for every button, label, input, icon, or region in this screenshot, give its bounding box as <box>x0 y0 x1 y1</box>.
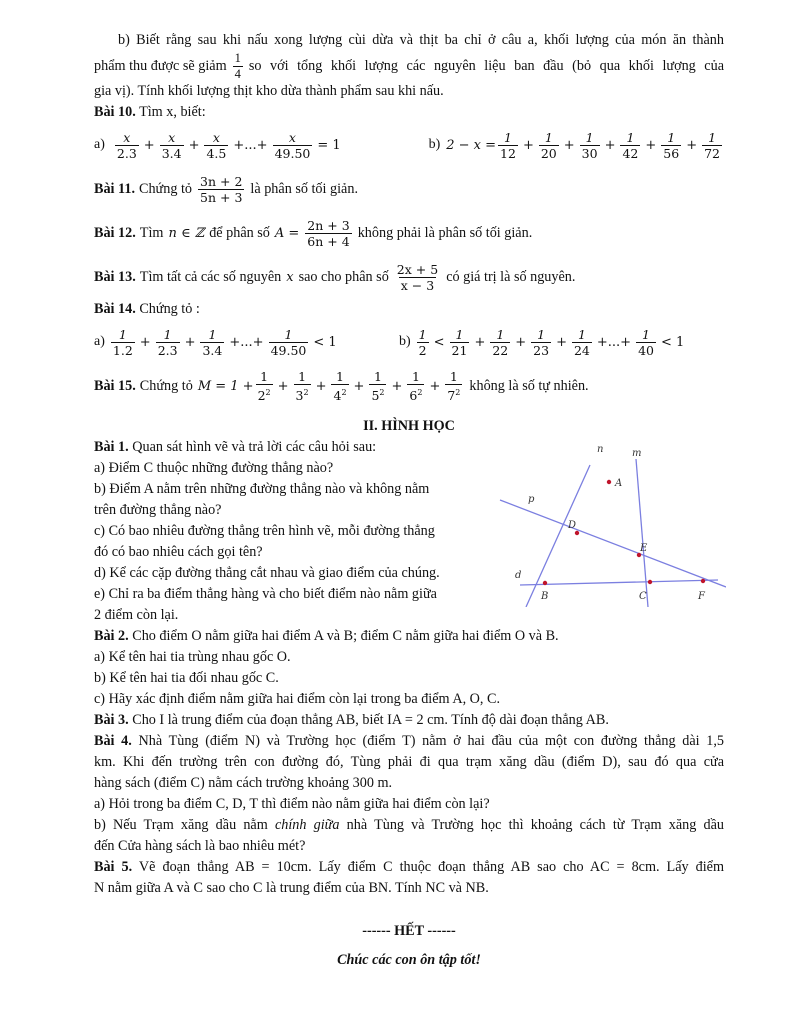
operator: + <box>429 378 441 394</box>
exponent: 2 <box>379 387 385 397</box>
operator: + <box>188 137 200 153</box>
fraction-denominator: 4.5 <box>206 145 227 161</box>
operator: + <box>315 378 327 394</box>
bai11-label: Bài 11. <box>94 180 135 197</box>
bai2-label: Bài 2. <box>94 628 129 644</box>
fraction-denominator: $2^2$ <box>256 384 273 403</box>
bai11-fraction <box>198 174 244 205</box>
fraction <box>580 130 600 161</box>
closing-wish: Chúc các con ôn tập tốt! <box>337 952 481 968</box>
fraction <box>445 369 462 403</box>
bai1-text: Quan sát hình vẽ và trả lời các câu hỏi sau: <box>132 439 377 455</box>
bai3-label: Bài 3. <box>94 712 129 728</box>
operator: + <box>184 334 196 350</box>
bai2-text: Cho điểm O nằm giữa hai điểm A và B; điểm C nằm giữa hai điểm O và B. <box>132 628 559 644</box>
fraction-numerator: 1 <box>260 368 269 384</box>
label-E: E <box>640 543 648 554</box>
fraction <box>160 130 184 161</box>
problem-b-line-1: b) Biết rằng sau khi nấu xong lượng cùi dừa và thịt ba chỉ ở câu a, khối lượng của món ăn thành <box>118 32 724 48</box>
bai12-set: n ∈ ℤ <box>168 225 205 241</box>
fraction-numerator: 1 <box>577 326 586 342</box>
fraction-one-quarter <box>233 51 243 82</box>
fraction-denominator: 49.50 <box>274 145 311 161</box>
bai14-a-label: a) <box>94 334 105 349</box>
fraction-denominator: 24 <box>573 342 590 358</box>
operator: + <box>645 137 657 153</box>
bai3 <box>94 710 724 731</box>
fraction <box>498 130 518 161</box>
fraction-numerator: 1 <box>544 129 553 145</box>
fraction-numerator: 1 <box>455 326 464 342</box>
fraction-denominator: 2.3 <box>116 145 137 161</box>
fraction-numerator: x <box>288 129 296 145</box>
bai10-b-lhs: 2 − x = <box>446 137 497 153</box>
bai2-item: a) Kể tên hai tia trùng nhau gốc O. <box>94 649 291 665</box>
fraction <box>156 327 180 358</box>
fraction <box>407 369 424 403</box>
point-B <box>543 581 547 585</box>
fraction <box>256 369 273 403</box>
fraction <box>111 327 135 358</box>
bai5-text: Vẽ đoạn thẳng AB = 10cm. Lấy điểm C thuộc đoạn thẳng AB sao cho AC = 8cm. Lấy điểm <box>138 859 724 875</box>
operator: + <box>277 378 289 394</box>
bai14-text: Chứng tỏ : <box>139 301 200 317</box>
fraction-numerator: 1 <box>626 129 635 145</box>
bai10-b-terms <box>496 130 724 161</box>
label-m: m <box>632 448 642 459</box>
line-n <box>526 465 590 607</box>
operator: < 1 <box>660 334 685 350</box>
fraction-denominator: 56 <box>663 145 680 161</box>
operator: < 1 <box>313 334 337 350</box>
fraction-denominator: $5^2$ <box>369 384 386 403</box>
fraction <box>661 130 681 161</box>
bai5-label: Bài 5. <box>94 859 133 875</box>
bai1-item: a) Điểm C thuộc những đường thẳng nào? <box>94 460 334 476</box>
fraction-numerator: 1 <box>667 129 676 145</box>
bai3-text: Cho I là trung điểm của đoạn thẳng AB, biết IA = 2 cm. Tính độ dài đoạn thẳng AB. <box>132 712 609 728</box>
bai10-text: Tìm x, biết: <box>139 104 206 120</box>
problem-b-text-2: so với tổng khối lượng các nguyên liệu ban đầu (bỏ qua khối lượng của <box>248 57 724 74</box>
fraction-numerator: 1 <box>537 326 546 342</box>
operator: +...+ <box>233 137 268 153</box>
section-title-geometry: II. HÌNH HỌC <box>363 418 455 434</box>
bai13-label: Bài 13. <box>94 268 136 285</box>
bai15-label: Bài 15. <box>94 377 136 394</box>
operator: +...+ <box>229 334 264 350</box>
label-F: F <box>698 591 705 602</box>
bai4-b-emphasis: chính giữa <box>274 817 340 833</box>
operator: + <box>391 378 403 394</box>
fraction <box>539 130 559 161</box>
bai2-item: c) Hãy xác định điểm nằm giữa hai điểm còn lại trong ba điểm A, O, C. <box>94 691 501 707</box>
exponent: 2 <box>455 387 461 397</box>
fraction-numerator: 3n + 2 <box>200 173 243 189</box>
bai15-text-2: không là số tự nhiên. <box>469 377 589 394</box>
bai10-label: Bài 10. <box>94 104 136 120</box>
fraction-denominator: 12 <box>500 145 516 161</box>
fraction-numerator: 2x + 5 <box>396 261 439 277</box>
bai14-a-inequality <box>94 327 399 358</box>
label-B: B <box>541 591 549 602</box>
fraction <box>294 369 311 403</box>
fraction-denominator: 2 <box>418 342 427 358</box>
fraction-numerator: 1 <box>234 50 241 65</box>
exponent: 2 <box>265 387 271 397</box>
exponent: 2 <box>341 387 347 397</box>
operator: +...+ <box>596 334 632 350</box>
bai5-line-1 <box>94 857 724 878</box>
fraction <box>702 130 722 161</box>
exponent: 2 <box>417 387 423 397</box>
figure-lines <box>500 459 726 607</box>
bai12-text-2: để phân số <box>209 224 270 241</box>
bai12 <box>94 211 724 255</box>
geometry-bai1 <box>94 437 724 626</box>
operator: = 1 <box>317 137 341 153</box>
fraction-denominator: 49.50 <box>270 342 307 358</box>
bai14-a-terms <box>109 327 340 358</box>
fraction-numerator: 1 <box>496 326 505 342</box>
fraction-numerator: 1 <box>585 129 594 145</box>
bai5-line-2: N nằm giữa A và C sao cho C là trung điểm của BN. Tính NC và NB. <box>94 880 489 896</box>
fraction <box>331 369 348 403</box>
operator: < <box>433 334 445 350</box>
fraction-denominator: 2.3 <box>157 342 178 358</box>
bai12-label: Bài 12. <box>94 224 136 241</box>
fraction-denominator: 5n + 3 <box>200 189 243 205</box>
fraction-numerator: x <box>212 129 220 145</box>
fraction-denominator: $3^2$ <box>294 384 311 403</box>
bai10-a-equation <box>94 130 429 161</box>
fraction <box>450 327 470 358</box>
bai1-item: b) Điểm A nằm trên những đường thẳng nào và không nằm <box>94 481 430 497</box>
bai15 <box>94 364 724 408</box>
bai4-b-text-2: nhà Tùng và Trường học thì khoảng cách từ Trạm xăng dầu <box>346 817 724 833</box>
line-p <box>500 500 726 587</box>
bai1-heading <box>94 437 474 458</box>
bai15-text: Chứng tỏ <box>139 377 193 394</box>
fraction-denominator: 23 <box>533 342 550 358</box>
fraction <box>620 130 640 161</box>
bai13-text-3: có giá trị là số nguyên. <box>446 268 576 285</box>
bai10-a-label: a) <box>94 137 105 152</box>
fraction-numerator: 1 <box>449 368 458 384</box>
bai15-expression <box>198 369 465 403</box>
fraction-denominator: 4 <box>234 66 241 81</box>
bai13-var: x <box>286 269 294 285</box>
bai11-text-2: là phân số tối giản. <box>250 180 358 197</box>
bai4-item-a: a) Hỏi trong ba điểm C, D, T thì điểm nào nằm giữa hai điểm còn lại? <box>94 796 490 812</box>
bai12-text-3: không phải là phân số tối giản. <box>357 224 533 241</box>
bai1-item: 2 điểm còn lại. <box>94 607 179 623</box>
fraction-denominator: 21 <box>451 342 468 358</box>
fraction <box>115 130 139 161</box>
bai2-heading <box>94 626 724 647</box>
problem-b-line-2 <box>94 51 724 81</box>
label-n: n <box>597 444 604 455</box>
bai10-heading <box>94 102 724 123</box>
operator: + <box>139 334 151 350</box>
fraction-denominator: 3.4 <box>161 145 182 161</box>
bai10-a-terms <box>113 130 344 161</box>
bai11 <box>94 167 724 211</box>
operator: + <box>604 137 616 153</box>
fraction-numerator: 1 <box>708 129 717 145</box>
fraction <box>204 130 228 161</box>
end-marker: ------ HẾT ------ <box>362 923 456 939</box>
fraction <box>636 327 656 358</box>
bai10-b-label: b) <box>428 137 441 152</box>
bai2-item: b) Kể tên hai tia đối nhau gốc C. <box>94 670 279 686</box>
fraction-numerator: 1 <box>504 129 512 145</box>
exponent: 2 <box>303 387 309 397</box>
bai10-b-equation <box>429 130 724 161</box>
fraction-numerator: 1 <box>418 326 427 342</box>
fraction-numerator: 2n + 3 <box>307 217 350 233</box>
problem-b-text: phẩm thu được sẽ giảm <box>94 57 227 74</box>
fraction <box>572 327 592 358</box>
bai14-b-inequality <box>399 327 687 358</box>
fraction <box>200 327 224 358</box>
line-d <box>520 580 718 585</box>
fraction-denominator: 22 <box>492 342 509 358</box>
fraction-numerator: 1 <box>118 326 127 342</box>
bai14-b-terms <box>415 327 688 358</box>
bai13 <box>94 255 724 299</box>
fraction-denominator: $6^2$ <box>407 384 424 403</box>
fraction-numerator: 1 <box>642 326 650 342</box>
label-D: D <box>568 520 577 531</box>
fraction <box>269 327 309 358</box>
operator: + <box>686 137 698 153</box>
bai12-fraction <box>305 218 351 249</box>
operator: + <box>143 137 155 153</box>
operator: + <box>522 137 534 153</box>
bai4-item-b <box>94 815 724 836</box>
bai13-fraction <box>395 262 440 293</box>
bai12-text: Tìm <box>139 224 164 241</box>
fraction-denominator: 30 <box>581 145 598 161</box>
bai4-label: Bài 4. <box>94 733 132 749</box>
fraction-denominator: $7^2$ <box>445 384 462 403</box>
operator: + <box>556 334 567 350</box>
bai4-text: Nhà Tùng (điểm N) và Trường học (điểm T) nằm ở hai đầu của một con đường thẳng dài 1,5 <box>138 733 725 749</box>
label-A: A <box>615 478 623 489</box>
bai4-b-text: b) Nếu Trạm xăng dầu nằm <box>94 817 268 833</box>
bai4-line-3: hàng sách (điểm C) nằm cách trường khoảng 300 m. <box>94 775 393 791</box>
point-F <box>701 579 705 583</box>
bai1-label: Bài 1. <box>94 439 129 455</box>
bai14-b-label: b) <box>399 334 411 349</box>
fraction-denominator: x − 3 <box>400 277 435 293</box>
bai1-item: d) Kể các cặp đường thẳng cắt nhau và giao điểm của chúng. <box>94 565 440 581</box>
bai1-item: trên đường thẳng nào? <box>94 502 222 518</box>
fraction <box>369 369 386 403</box>
point-C <box>648 580 652 584</box>
bai4-line-2: km. Khi đến trường trên con đường đó, Tùng phải đi qua trạm xăng dầu (điểm D), sau đó qua cửa <box>94 754 724 770</box>
geometry-figure <box>498 437 726 607</box>
bai10-equations <box>94 123 724 167</box>
bai11-text: Chứng tỏ <box>139 180 193 197</box>
bai12-lhs: A = <box>274 225 300 241</box>
bai4-item-b-cont: đến Cửa hàng sách là bao nhiêu mét? <box>94 838 306 854</box>
point-D <box>575 531 579 535</box>
label-C: C <box>639 591 647 602</box>
problem-b-line-3: gia vị). Tính khối lượng thịt kho dừa thành phẩm sau khi nấu. <box>94 83 444 99</box>
fraction-numerator: 1 <box>298 368 307 384</box>
fraction <box>417 327 429 358</box>
bai4-line-1 <box>94 731 724 752</box>
fraction-denominator: 72 <box>704 145 720 161</box>
fraction-denominator: $4^2$ <box>331 384 348 403</box>
label-d: d <box>515 570 522 581</box>
fraction-denominator: 20 <box>540 145 557 161</box>
fraction-numerator: x <box>123 129 131 145</box>
bai1-item: c) Có bao nhiêu đường thẳng trên hình vẽ, mỗi đường thẳng <box>94 523 435 539</box>
bai15-lhs: M = 1 + <box>197 378 254 394</box>
fraction-numerator: x <box>168 129 176 145</box>
bai14-label: Bài 14. <box>94 301 136 317</box>
bai13-text: Tìm tất cả các số nguyên <box>139 268 282 285</box>
fraction-numerator: 1 <box>208 326 217 342</box>
fraction-numerator: 1 <box>284 326 293 342</box>
operator: + <box>515 334 527 350</box>
fraction-denominator: 6n + 4 <box>307 233 350 249</box>
bai14-heading <box>94 299 724 320</box>
fraction-numerator: 1 <box>411 368 420 384</box>
label-p: p <box>528 494 535 505</box>
point-A <box>607 480 611 484</box>
operator: + <box>563 137 575 153</box>
operator: + <box>474 334 486 350</box>
fraction <box>531 327 551 358</box>
bai14-inequalities <box>94 320 724 364</box>
bai1-item: đó có bao nhiêu cách gọi tên? <box>94 544 263 560</box>
fraction-denominator: 1.2 <box>112 342 133 358</box>
fraction <box>490 327 510 358</box>
fraction <box>273 130 313 161</box>
worksheet-page <box>94 30 724 971</box>
fraction-numerator: 1 <box>373 368 382 384</box>
fraction-denominator: 3.4 <box>202 342 223 358</box>
line-m <box>636 459 648 607</box>
fraction-denominator: 42 <box>622 145 639 161</box>
fraction-numerator: 1 <box>163 326 172 342</box>
bai15-terms <box>254 369 465 403</box>
bai13-text-2: sao cho phân số <box>298 268 389 285</box>
fraction-denominator: 40 <box>638 342 654 358</box>
bai1-item: e) Chỉ ra ba điểm thẳng hàng và cho biết điểm nào nằm giữa <box>94 586 437 602</box>
operator: + <box>353 378 365 394</box>
bai1-text-block <box>94 437 474 626</box>
fraction-numerator: 1 <box>336 368 344 384</box>
